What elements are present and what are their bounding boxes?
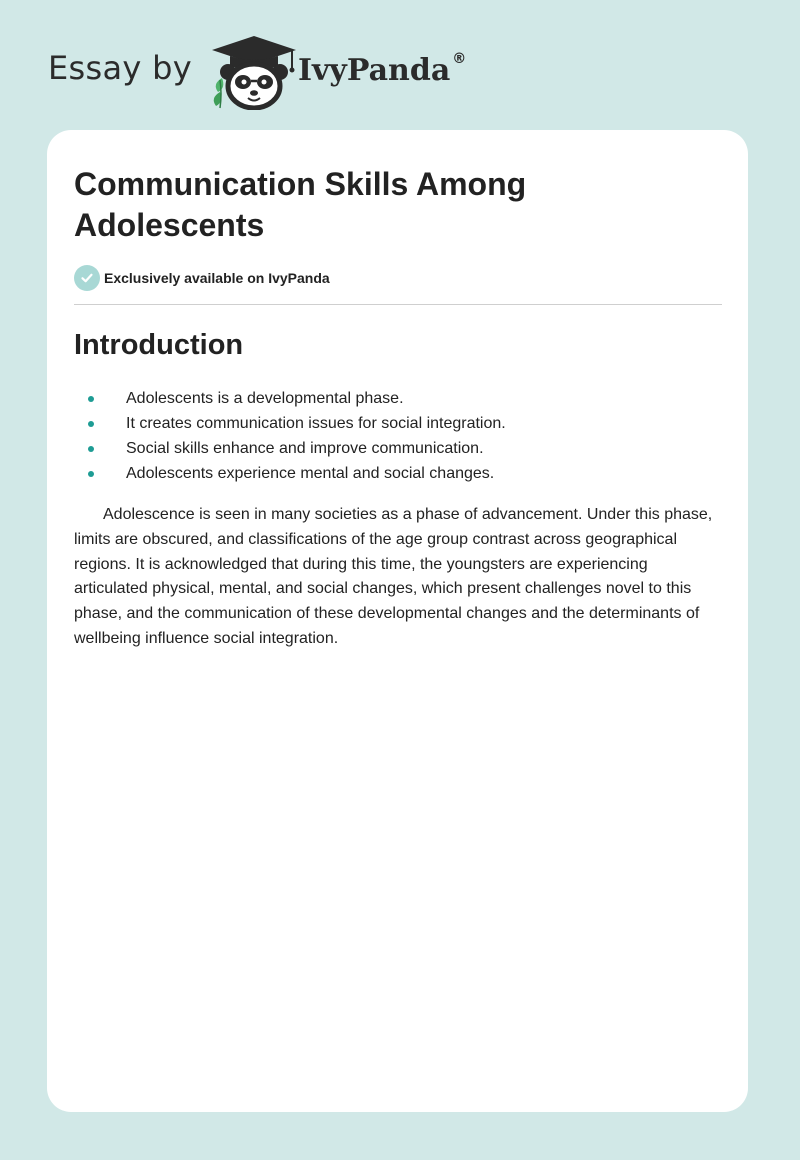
essay-card: [47, 130, 748, 1112]
site-header: [48, 34, 467, 110]
essay-title: Communication Skills Among Adolescents: [74, 166, 527, 243]
essay-by-label: Essay by: [48, 49, 192, 87]
list-item: [74, 436, 722, 461]
list-item-text: Social skills enhance and improve communication.: [126, 440, 484, 457]
bullet-dot-icon: [88, 396, 94, 402]
list-item: [74, 386, 722, 411]
brand-text: IvyPanda: [297, 52, 451, 88]
panda-logo-icon[interactable]: [208, 34, 300, 110]
section-heading: Introduction: [74, 329, 244, 361]
body-paragraph: Adolescence is seen in many societies as a phase of advancement. Under this phase, limits are obscured, and classifications of the age group contrast across geographical regions. It is acknowledged that during this time, the youngsters are experiencing articulated physical, mental, and social changes, which present challenges novel to this phase, and the communication of these developmental changes and the determinants of wellbeing influence social integration.: [74, 506, 713, 647]
list-item-text: Adolescents is a developmental phase.: [126, 390, 404, 407]
check-circle-icon: [74, 265, 100, 291]
divider: [74, 304, 722, 305]
bullet-list: [74, 386, 722, 486]
bullet-dot-icon: [88, 421, 94, 427]
list-item-text: Adolescents experience mental and social changes.: [126, 465, 495, 482]
bullet-dot-icon: [88, 446, 94, 452]
list-item: [74, 461, 722, 486]
bullet-dot-icon: [88, 471, 94, 477]
exclusive-badge: [74, 265, 722, 291]
list-item-text: It creates communication issues for social integration.: [126, 415, 506, 432]
list-item: [74, 411, 722, 436]
exclusive-badge-label: Exclusively available on IvyPanda: [104, 270, 330, 286]
brand-name[interactable]: [297, 50, 467, 88]
registered-mark: ®: [452, 50, 467, 67]
